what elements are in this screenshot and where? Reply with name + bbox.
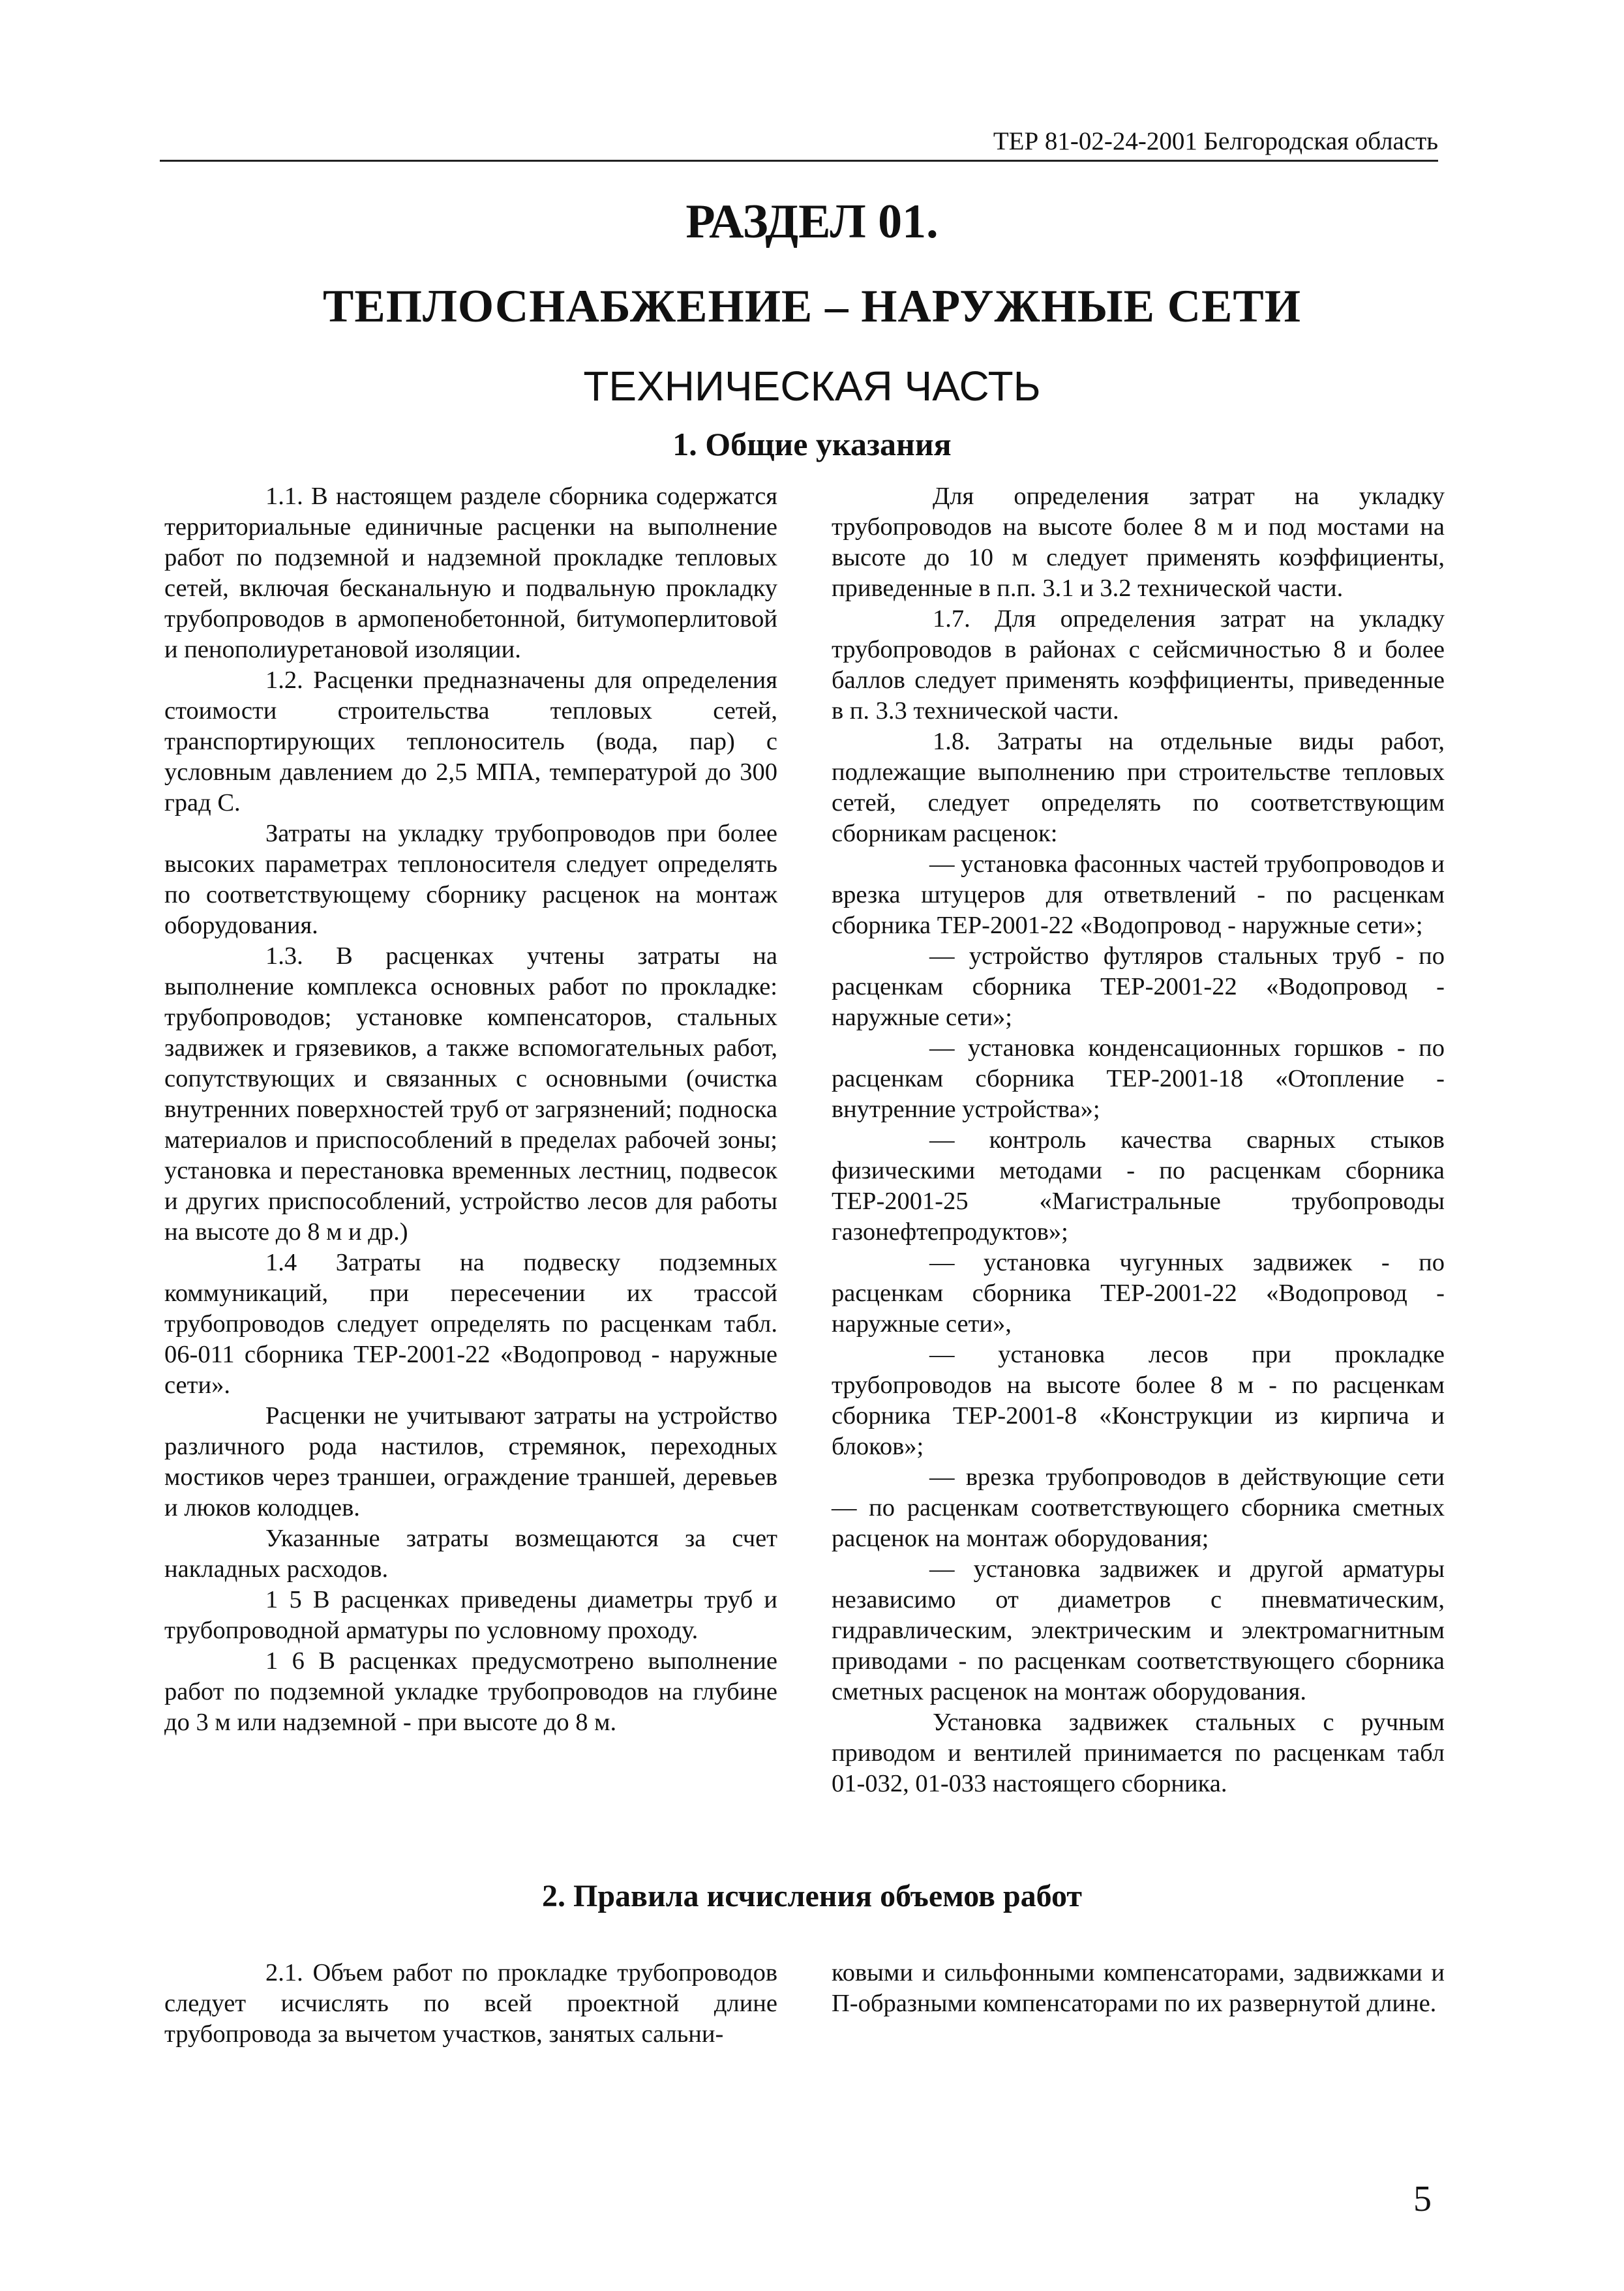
paragraph: Для определения затрат на укладку трубопроводов на высоте более 8 м и под мостами на высоте до 10 м следует применять коэффициенты, приведенные в п.п. 3.1 и 3.2 технической части. <box>832 483 1445 602</box>
heading-volume-rules: 2. Правила исчисления объемов работ <box>542 1879 1082 1913</box>
paragraph: 2.1. Объем работ по прокладке трубопроводов следует исчислять по всей проектной длине трубопровода за вычетом участков, занятых сальни- <box>164 1959 777 2048</box>
list-item: — контроль качества сварных стыков физическими методами - по расценкам сборника ТЕР-2001-25 «Магистральные трубопроводы газонефтепродуктов»; <box>832 1126 1445 1246</box>
paragraph: Указанные затраты возмещаются за счет накладных расходов. <box>164 1525 777 1583</box>
paragraph: 1.4 Затраты на подвеску подземных коммуникаций, при пересечении их трассой трубопроводов следует определять по расценкам табл. 06-011 сборника ТЕР-2001-22 «Водопровод - наружные сети». <box>164 1249 777 1399</box>
paragraph: 1 5 В расценках приведены диаметры труб и трубопроводной арматуры по условному проходу. <box>164 1586 777 1644</box>
list-item: — установка конденсационных горшков - по расценкам сборника ТЕР-2001-18 «Отопление - внутренние устройства»; <box>832 1034 1445 1123</box>
paragraph: 1 6 В расценках предусмотрено выполнение работ по подземной укладке трубопроводов на глубине до 3 м или надземной - при высоте до 8 м. <box>164 1647 777 1736</box>
section2-right-column <box>832 1958 1445 2019</box>
paragraph: 1.7. Для определения затрат на укладку трубопроводов в районах с сейсмичностью 8 и более баллов следует применять коэффициенты, приведенные в п. 3.3 технической части. <box>832 605 1445 725</box>
paragraph: 1.2. Расценки предназначены для определения стоимости строительства тепловых сетей, транспортирующих теплоноситель (вода, пар) с условным давлением до 2,5 МПА, температурой до 300 град С. <box>164 666 777 816</box>
section2-left-column <box>164 1958 777 2050</box>
running-header <box>160 121 1438 162</box>
section-subject-title: ТЕПЛОСНАБЖЕНИЕ – НАРУЖНЫЕ СЕТИ <box>323 281 1301 332</box>
running-title: ТЕР 81-02-24-2001 Белгородская область <box>993 127 1438 155</box>
list-item: — установка чугунных задвижек - по расценкам сборника ТЕР-2001-22 «Водопровод - наружные сети», <box>832 1249 1445 1338</box>
section1-left-column <box>164 481 777 1738</box>
section-number-title: РАЗДЕЛ 01. <box>685 195 939 248</box>
paragraph: 1.1. В настоящем разделе сборника содержатся территориальные единичные расценки на выполнение работ по подземной и надземной прокладке тепловых сетей, включая бесканальную и подвальную прокладку трубопроводов в армопенобетонной, битумоперлитовой и пенополиуретановой изоляции. <box>164 483 777 663</box>
paragraph: Затраты на укладку трубопроводов при более высоких параметрах теплоносителя следует определять по соответствующему сборнику расценок на монтаж оборудования. <box>164 820 777 939</box>
paragraph: Расценки не учитывают затраты на устройство различного рода настилов, стремянок, переходных мостиков через траншеи, ограждение траншей, деревьев и люков колодцев. <box>164 1402 777 1521</box>
section1-right-column <box>832 481 1445 1799</box>
list-item: — установка задвижек и другой арматуры независимо от диаметров с пневматическим, гидравлическим, электрическим и электромагнитным приводами - по расценкам соответствующего сборника сметных расценок на монтаж оборудования. <box>832 1555 1445 1705</box>
paragraph: 1.8. Затраты на отдельные виды работ, подлежащие выполнению при строительстве тепловых сетей, следует определять по соответствующим сборникам расценок: <box>832 728 1445 847</box>
paragraph: 1.3. В расценках учтены затраты на выполнение комплекса основных работ по прокладке: трубопроводов; установке компенсаторов, стальных задвижек и грязевиков, а также вспомогательных работ, сопутствующих и связанных с основными (очистка внутренних поверхностей труб от загрязнений; подноска материалов и приспособлений в пределах рабочей зоны; установка и перестановка временных лестниц, подвесок и других приспособлений, устройство лесов для работы на высоте до 8 м и др.) <box>164 942 777 1246</box>
list-item: — установка лесов при прокладке трубопроводов на высоте более 8 м - по расценкам сборника ТЕР-2001-8 «Конструкции из кирпича и блоков»; <box>832 1341 1445 1460</box>
page-number: 5 <box>1413 2179 1432 2219</box>
list-item: — установка фасонных частей трубопроводов и врезка штуцеров для ответвлений - по расценкам сборника ТЕР-2001-22 «Водопровод - наружные сети»; <box>832 850 1445 939</box>
list-item: — врезка трубопроводов в действующие сети — по расценкам соответствующего сборника сметных расценок на монтаж оборудования; <box>832 1463 1445 1552</box>
part-title: ТЕХНИЧЕСКАЯ ЧАСТЬ <box>583 363 1041 410</box>
paragraph-continuation: ковыми и сильфонными компенсаторами, задвижками и П-образными компенсаторами по их развернутой длине. <box>832 1959 1445 2017</box>
heading-general-instructions: 1. Общие указания <box>672 426 952 462</box>
paragraph: Установка задвижек стальных с ручным приводом и вентилей принимается по расценкам табл 01-032, 01-033 настоящего сборника. <box>832 1709 1445 1797</box>
list-item: — устройство футляров стальных труб - по расценкам сборника ТЕР-2001-22 «Водопровод - наружные сети»; <box>832 942 1445 1031</box>
